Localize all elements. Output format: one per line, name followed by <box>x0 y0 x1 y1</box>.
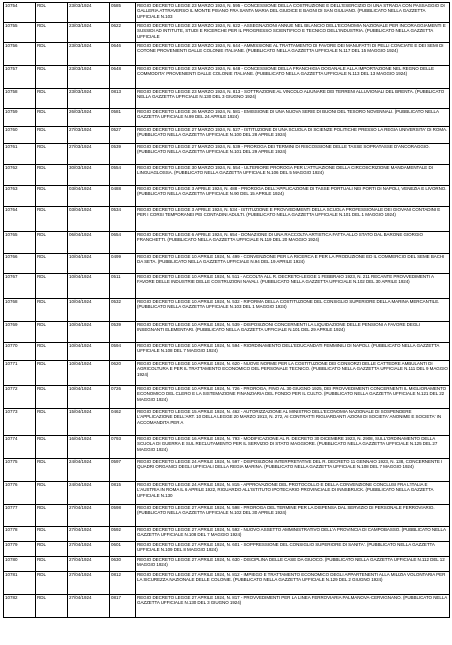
decree-number-cell: 0581 <box>110 109 136 127</box>
decree-number-cell: 0499 <box>110 254 136 274</box>
table-row <box>4 89 450 109</box>
act-type-cell: RDL <box>36 542 68 557</box>
decree-number-cell: 0601 <box>110 542 136 557</box>
description-cell: REGIO DECRETO LEGGE 24 APRILE 1924, N. 597 - DISPOSIZIONI INTERPRETATIVE DEL R. DECRETO 11 GENNAIO 1923, N. 138, CONCERNENTE I QUADRI ORGANICI DEGLI UFFICIALI DELLA REGIA MARINA. (PUBBLICATO NELLA GAZZETTA UFFICIALE N.108 DEL 7 MAGGIO 1924) <box>136 459 450 482</box>
decree-number-cell: 0488 <box>110 186 136 207</box>
table-row <box>4 186 450 207</box>
date-cell: 24/04/1924 <box>68 459 110 482</box>
record-number-cell: 10760 <box>4 127 36 144</box>
description-cell: REGIO DECRETO LEGGE 26 MARZO 1924, N. 581 - EMISSIONE DI UNA NUOVA SERIE DI BUONI DEL TESORO NOVENNALI. (PUBBLICATO NELLA GAZZETTA UFFICIALE N.99 DEL 24 APRILE 1924) <box>136 109 450 127</box>
table-row <box>4 43 450 66</box>
description-cell: REGIO DECRETO LEGGE 23 MARZO 1924, N. 644 - AMMISSIONE AL TRATTAMENTO DI FAVORE DEI MANUFATTI DI PELLI CONCIATE E DEI SEMI DI COTONE PROVENIENTI DALLE COLONIE ITALIANE. (PUBBLICATO NELLA GAZZETTA UFFICIALE N.117 DEL 15 MAGGIO 1924) <box>136 43 450 66</box>
decree-number-cell: 0539 <box>110 322 136 343</box>
decree-number-cell: 0654 <box>110 232 136 254</box>
decree-number-cell: 0554 <box>110 165 136 186</box>
date-cell: 27/03/1924 <box>68 144 110 165</box>
decree-register-body <box>4 3 450 618</box>
decree-number-cell: 0793 <box>110 436 136 459</box>
act-type-cell: RDL <box>36 459 68 482</box>
act-type-cell: RDL <box>36 505 68 527</box>
description-cell: REGIO DECRETO LEGGE 23 MARZO 1924, N. 648 - CONCESSIONE DELLA FRANCHIGIA DOGANALE ALLA IMPORTAZIONE NEL REGNO DELLE COMMODITA' PROVENIENTI DALLE COLONIE ITALIANE. (PUBBLICATO NELLA GAZZETTA UFFICIALE N.113 DEL 13 MAGGIO 1924) <box>136 66 450 89</box>
record-number-cell: 10780 <box>4 557 36 572</box>
record-number-cell: 10770 <box>4 343 36 361</box>
table-row <box>4 254 450 274</box>
date-cell: 26/03/1924 <box>68 109 110 127</box>
record-number-cell: 10769 <box>4 322 36 343</box>
table-row <box>4 322 450 343</box>
act-type-cell: RDL <box>36 127 68 144</box>
date-cell: 30/03/1924 <box>68 165 110 186</box>
record-number-cell: 10763 <box>4 186 36 207</box>
description-cell: REGIO DECRETO LEGGE 23 MARZO 1924, N. 813 - SOTTRAZIONE AL VINCOLO ALIUNARE DEI TERRENI ALLUVIONALI DEL BRENTA. (PUBBLICATO NELLA GAZZETTA UFFICIALE N.130 DEL 3 GIUGNO 1924) <box>136 89 450 109</box>
act-type-cell: RDL <box>36 207 68 232</box>
date-cell: 27/03/1924 <box>68 127 110 144</box>
record-number-cell: 10775 <box>4 459 36 482</box>
act-type-cell: RDL <box>36 89 68 109</box>
act-type-cell: RDL <box>36 232 68 254</box>
table-row <box>4 386 450 409</box>
table-row <box>4 572 450 595</box>
record-number-cell: 10768 <box>4 299 36 322</box>
decree-number-cell: 0620 <box>110 361 136 386</box>
date-cell: 10/04/1924 <box>68 274 110 299</box>
table-row <box>4 542 450 557</box>
record-number-cell: 10764 <box>4 207 36 232</box>
record-number-cell: 10774 <box>4 436 36 459</box>
record-number-cell: 10778 <box>4 527 36 542</box>
act-type-cell: RDL <box>36 109 68 127</box>
table-row <box>4 109 450 127</box>
table-row <box>4 23 450 43</box>
date-cell: 23/03/1924 <box>68 43 110 66</box>
act-type-cell: RDL <box>36 3 68 23</box>
record-number-cell: 10765 <box>4 232 36 254</box>
record-number-cell: 10776 <box>4 482 36 505</box>
record-number-cell: 10755 <box>4 23 36 43</box>
description-cell: REGIO DECRETO LEGGE 27 MARZO 1924, N. 527 - ISTITUZIONE DI UNA SCUOLA DI SCIENZE POLITICHE PRESSO LA REGIA UNIVERSITA' DI ROMA. (PUBBLICATO NELLA GAZZETTA UFFICIALE N.100 DEL 28 APRILE 1924) <box>136 127 450 144</box>
table-row <box>4 361 450 386</box>
record-number-cell: 10782 <box>4 595 36 618</box>
table-row <box>4 165 450 186</box>
decree-number-cell: 0622 <box>110 23 136 43</box>
act-type-cell: RDL <box>36 254 68 274</box>
table-row <box>4 144 450 165</box>
date-cell: 10/04/1924 <box>68 343 110 361</box>
decree-register-table <box>3 2 450 618</box>
date-cell: 27/04/1924 <box>68 542 110 557</box>
date-cell: 23/03/1924 <box>68 3 110 23</box>
act-type-cell: RDL <box>36 343 68 361</box>
description-cell: REGIO DECRETO LEGGE 27 APRILE 1924, N. 601 - SOPPRESSIONE DEL CONSIGLIO SUPERIORE DI SANITA'. (PUBBLICATO NELLA GAZZETTA UFFICIALE N.109 DEL 8 MAGGIO 1924) <box>136 542 450 557</box>
date-cell: 27/04/1924 <box>68 572 110 595</box>
description-cell: REGIO DECRETO LEGGE 23 MARZO 1924, N. 622 - ASSEGNAZIONI ANNUE NEL BILANCIO DELL'ECONOMIA NAZIONALE PER INCORAGGIAMENTI E SUSSIDI AD INTITUTE, STUDI E RICERCHE PER IL PROGRESSO SCIENTIFICO E TECNICO DELL'INDUSTRIA. (PUBBLICATO NELLA GAZZETTA UFFICIALE <box>136 23 450 43</box>
record-number-cell: 10777 <box>4 505 36 527</box>
description-cell: REGIO DECRETO LEGGE 27 APRILE 1924, N. 598 - PROROGA DEL TERMINE PER LA DISPENSA DAL SERVIZIO DI PERSONALE FERROVIARIO. (PUBBLICATO NELLA GAZZETTA UFFICIALE N.102 DEL 30 APRILE 1924) <box>136 505 450 527</box>
decree-number-cell: 0534 <box>110 207 136 232</box>
description-cell: REGIO DECRETO LEGGE 30 MARZO 1924, N. 554 - ULTERIORE PROROGA PER L'ATTUAZIONE DELLA CIRCOSCRIZIONE MANDAMENTALE DI LINGUAGLOSSA. (PUBBLICATO NELLA GAZZETTA UFFICIALE N.106 DEL 5 MAGGIO 1924) <box>136 165 450 186</box>
decree-number-cell: 0813 <box>110 89 136 109</box>
description-cell: REGIO DECRETO LEGGE 6 APRILE 1924, N. 654 - DONAZIONE DI UNA RACCOLTA ARTISTICA FATTA ALLO STATO DAL BARONE GIORGIO FRANCHETTI. (PUBBLICATO NELLA GAZZETTA UFFICIALE N.119 DEL 20 MAGGIO 1924) <box>136 232 450 254</box>
record-number-cell: 10779 <box>4 542 36 557</box>
decree-number-cell: 0527 <box>110 127 136 144</box>
decree-number-cell: 0511 <box>110 274 136 299</box>
date-cell: 06/04/1924 <box>68 232 110 254</box>
act-type-cell: RDL <box>36 409 68 436</box>
decree-number-cell: 0648 <box>110 66 136 89</box>
act-type-cell: RDL <box>36 436 68 459</box>
table-row <box>4 595 450 618</box>
table-row <box>4 459 450 482</box>
table-row <box>4 299 450 322</box>
act-type-cell: RDL <box>36 23 68 43</box>
description-cell: REGIO DECRETO LEGGE 10 APRILE 1924, N. 620 - NUOVE NORME PER LA COSTITUZIONE DEI CONSORZI DELLE CATTEDRE AMBULANTI DI AGRICOLTURA E PER IL TRATTAMENTO ECONOMICO DEL PERSONALE TECNICO. (PUBBLICATO NELLA GAZZETTA UFFICIALE N.111 DEL 9 MAGGIO 1924) <box>136 361 450 386</box>
act-type-cell: RDL <box>36 322 68 343</box>
description-cell: REGIO DECRETO LEGGE 27 APRILE 1924, N. 817 - PROVVEDIMENTI PER LA LINEA FERROVIARIA PALMANOVA-CERVIGNANO. (PUBBLICATO NELLA GAZZETTA UFFICIALE N.130 DEL 3 GIUGNO 1924) <box>136 595 450 618</box>
act-type-cell: RDL <box>36 386 68 409</box>
description-cell: REGIO DECRETO LEGGE 27 APRILE 1924, N. 592 - NUOVO ASSETTO AMMINISTRATIVO DELL'A PROVINCIA DI CAMPOBASSO. (PUBBLICATO NELLA GAZZETTA UFFICIALE N.108 DEL 7 MAGGIO 1924) <box>136 527 450 542</box>
record-number-cell: 10781 <box>4 572 36 595</box>
decree-number-cell: 0817 <box>110 595 136 618</box>
table-row <box>4 482 450 505</box>
description-cell: REGIO DECRETO LEGGE 24 APRILE 1924, N. 815 - APPROVAZIONE DEL PROTOCOLLO E DELLA CONVENZIONE CONCLUSI FRA L'ITALIA E L'AUSTRIA IN ROMA IL 6 APRILE 1922, RIGUARDO ALL'ISTITUTO IPOTECARIO PROVINCIALE DI INNSBRUCK. (PUBBLICATO NELLA GAZZETTA UFFICIALE N.130 <box>136 482 450 505</box>
act-type-cell: RDL <box>36 274 68 299</box>
description-cell: REGIO DECRETO LEGGE 23 MARZO 1924, N. 595 - CONCESSIONE DELLA COSTRUZIONE E DELL'ESERCIZIO DI UNA STRADA CON PASSAGGIO DI GALLERIA ATTRAVERSO IL MONTE PISANO FRA SANTA MARIA DEL GIUDICE E BAGNI DI SAN GIULIANO. (PUBBLICATO NELLA GAZZETTA UFFICIALE N.103 <box>136 3 450 23</box>
record-number-cell: 10762 <box>4 165 36 186</box>
table-row <box>4 207 450 232</box>
date-cell: 03/04/1924 <box>68 207 110 232</box>
act-type-cell: RDL <box>36 572 68 595</box>
decree-number-cell: 0539 <box>110 144 136 165</box>
description-cell: REGIO DECRETO LEGGE 27 APRILE 1924, N. 812 - IMPIEGO E TRATTAMENTO ECONOMICO DEGLI APPARTENENTI ALLA MILIZIA VOLONTARIA PER LA SICUREZZA NAZIONALE DELLE COLONIE. (PUBBLICATO NELLA GAZZETTA UFFICIALE N.129 DEL 2 GIUGNO 1924) <box>136 572 450 595</box>
act-type-cell: RDL <box>36 557 68 572</box>
decree-number-cell: 0592 <box>110 527 136 542</box>
act-type-cell: RDL <box>36 43 68 66</box>
record-number-cell: 10767 <box>4 274 36 299</box>
act-type-cell: RDL <box>36 299 68 322</box>
date-cell: 24/04/1924 <box>68 482 110 505</box>
act-type-cell: RDL <box>36 527 68 542</box>
date-cell: 10/04/1924 <box>68 254 110 274</box>
description-cell: REGIO DECRETO LEGGE 27 MARZO 1924, N. 539 - PROROGA DEI TERMINI DI RISCOSSIONE DELLE TASSE SOPRATASSE D'ANCORAGGIO. (PUBBLICATO NELLA GAZZETTA UFFICIALE N.101 DEL 29 APRILE 1924) <box>136 144 450 165</box>
table-row <box>4 274 450 299</box>
record-number-cell: 10758 <box>4 89 36 109</box>
decree-number-cell: 0597 <box>110 459 136 482</box>
act-type-cell: RDL <box>36 361 68 386</box>
description-cell: REGIO DECRETO LEGGE 10 APRILE 1924, N. 539 - DISPOSIZIONI CONCERNENTI LA LIQUIDAZIONE DELLE PENSIONI A FAVORE DEGLI INSEGNANTI ELEMENTARI. (PUBBLICATO NELLA GAZZETTA UFFICIALE N.101 DEL 29 APRILE 1924) <box>136 322 450 343</box>
table-row <box>4 409 450 436</box>
description-cell: REGIO DECRETO LEGGE 10 APRILE 1924, N. 594 - RIORDINAMENTO DELL'EDUCANDATI FEMMINILI DI NAPOLI. (PUBBLICATO NELLA GAZZETTA UFFICIALE N.108 DEL 7 MAGGIO 1924) <box>136 343 450 361</box>
description-cell: REGIO DECRETO LEGGE 3 APRILE 1924, N. 488 - PROROGA DELL'APPLICAZIONE DI TASSE PORTUALI NEI PORTI DI NAPOLI, VENEZIA E LIVORNO. (PUBBLICATO NELLA GAZZETTA UFFICIALE N.90 DEL 15 APRILE 1924) <box>136 186 450 207</box>
act-type-cell: RDL <box>36 165 68 186</box>
decree-number-cell: 0532 <box>110 299 136 322</box>
table-row <box>4 557 450 572</box>
description-cell: REGIO DECRETO LEGGE 10 APRILE 1924, N. 726 - PROROGA, FINO AL 30 GIUGNO 1925, DEI PROVVEDIMENTI CONCERNENTI IL MIGLIORAMENTO ECONOMICO DEL CLERO E LA SISTEMAZIONE FINANZIARIA DEL FONDO PER IL CULTO. (PUBBLICATO NELLA GAZZETTA UFFICIALE N.121 DEL 22 MAGGIO 1924) <box>136 386 450 409</box>
table-row <box>4 505 450 527</box>
record-number-cell: 10771 <box>4 361 36 386</box>
table-row <box>4 3 450 23</box>
date-cell: 03/04/1924 <box>68 186 110 207</box>
act-type-cell: RDL <box>36 595 68 618</box>
decree-number-cell: 0462 <box>110 409 136 436</box>
table-row <box>4 436 450 459</box>
act-type-cell: RDL <box>36 186 68 207</box>
table-row <box>4 527 450 542</box>
date-cell: 27/04/1924 <box>68 527 110 542</box>
date-cell: 16/04/1924 <box>68 436 110 459</box>
record-number-cell: 10761 <box>4 144 36 165</box>
date-cell: 23/03/1924 <box>68 23 110 43</box>
date-cell: 10/04/1924 <box>68 361 110 386</box>
table-row <box>4 343 450 361</box>
description-cell: REGIO DECRETO LEGGE 27 APRILE 1924, N. 630 - DISCIPLINA DELLE CASE DA GIUOCO. (PUBBLICATO NELLA GAZZETTA UFFICIALE N.112 DEL 12 MAGGIO 1924) <box>136 557 450 572</box>
record-number-cell: 10773 <box>4 409 36 436</box>
decree-number-cell: 0726 <box>110 386 136 409</box>
record-number-cell: 10756 <box>4 43 36 66</box>
date-cell: 27/04/1924 <box>68 505 110 527</box>
act-type-cell: RDL <box>36 144 68 165</box>
description-cell: REGIO DECRETO LEGGE 10 APRILE 1924, N. 499 - CONVENZIONE PER LA RICERCA E PER LA PRODUZIONE ED IL COMMERCIO DEL SEME BACHI DA SETA. (PUBBLICATO NELLA GAZZETTA UFFICIALE N.94 DEL 19 APRILE 1924) <box>136 254 450 274</box>
date-cell: 15/04/1924 <box>68 409 110 436</box>
decree-number-cell: 0646 <box>110 43 136 66</box>
date-cell: 10/04/1924 <box>68 299 110 322</box>
decree-number-cell: 0630 <box>110 557 136 572</box>
date-cell: 10/04/1924 <box>68 322 110 343</box>
record-number-cell: 10772 <box>4 386 36 409</box>
date-cell: 23/03/1924 <box>68 66 110 89</box>
act-type-cell: RDL <box>36 66 68 89</box>
date-cell: 27/04/1924 <box>68 595 110 618</box>
date-cell: 27/04/1924 <box>68 557 110 572</box>
date-cell: 23/03/1924 <box>68 89 110 109</box>
record-number-cell: 10757 <box>4 66 36 89</box>
description-cell: REGIO DECRETO LEGGE 10 APRILE 1924, N. 511 - ACCOLTA ALL R. DECRETO-LEGGE 1 FEBBRAIO 1923, N. 211 RECANTE PROVVEDIMENTI A FAVORE DELLE INDUSTRIE DELLE COSTRUZIONI NAVALI. (PUBBLICATO NELLA GAZZETTA UFFICIALE N.102 DEL 30 APRILE 1924) <box>136 274 450 299</box>
record-number-cell: 10766 <box>4 254 36 274</box>
description-cell: REGIO DECRETO LEGGE 15 APRILE 1924, N. 462 - AUTORIZZAZIONE AL MINISTRO DELL'ECONOMIA NAZIONALE DI SOSPENDERE L'APPLICAZIONE DELL'ART. 10 DELLA LEGGE 20 MARZO 1913, N. 272, AI CONTRATTI RIGUARDANTI AZIONI DI SOCIETA' ANONIME E SOCIETA' IN ACCOMANDITA PER A <box>136 409 450 436</box>
decree-number-cell: 0812 <box>110 572 136 595</box>
description-cell: REGIO DECRETO LEGGE 3 APRILE 1924, N. 534 - ISTITUZIONE E PROVVEDIMENTI DELLA SCUOLA PROFESSIONALE DEI GIOVANI CONTADINI E PER I CORSI TEMPORANEI PEI CONTADINI ADULTI. (PUBBLICATO NELLA GAZZETTA UFFICIALE N.101 DEL 1 MAGGIO 1924) <box>136 207 450 232</box>
table-row <box>4 127 450 144</box>
decree-number-cell: 0815 <box>110 482 136 505</box>
date-cell: 10/04/1924 <box>68 386 110 409</box>
record-number-cell: 10754 <box>4 3 36 23</box>
description-cell: REGIO DECRETO LEGGE 10 APRILE 1924, N. 532 - RIFORMA DELLA COSTITUZIONE DEL CONSIGLIO SUPERIORE DELLA MARINA MERCANTILE. (PUBBLICATO NELLA GAZZETTA UFFICIALE N.103 DEL 1 MAGGIO 1924) <box>136 299 450 322</box>
act-type-cell: RDL <box>36 482 68 505</box>
record-number-cell: 10759 <box>4 109 36 127</box>
table-row <box>4 232 450 254</box>
decree-number-cell: 0585 <box>110 3 136 23</box>
decree-number-cell: 0598 <box>110 505 136 527</box>
decree-number-cell: 0594 <box>110 343 136 361</box>
table-row <box>4 66 450 89</box>
description-cell: REGIO DECRETO LEGGE 16 APRILE 1924, N. 793 - MODIFICAZIONE AL R. DECRETO 30 DICEMBRE 1923, N. 2908, SULL'ORDINAMENTO DELLA SCUOLA DI GUERRA E SUL RECLUTAMENTO PER IL SERVIZIO DI STATO MAGGIORE. (PUBBLICATO NELLA GAZZETTA UFFICIALE N.125 DEL 27 MAGGIO 1924) <box>136 436 450 459</box>
